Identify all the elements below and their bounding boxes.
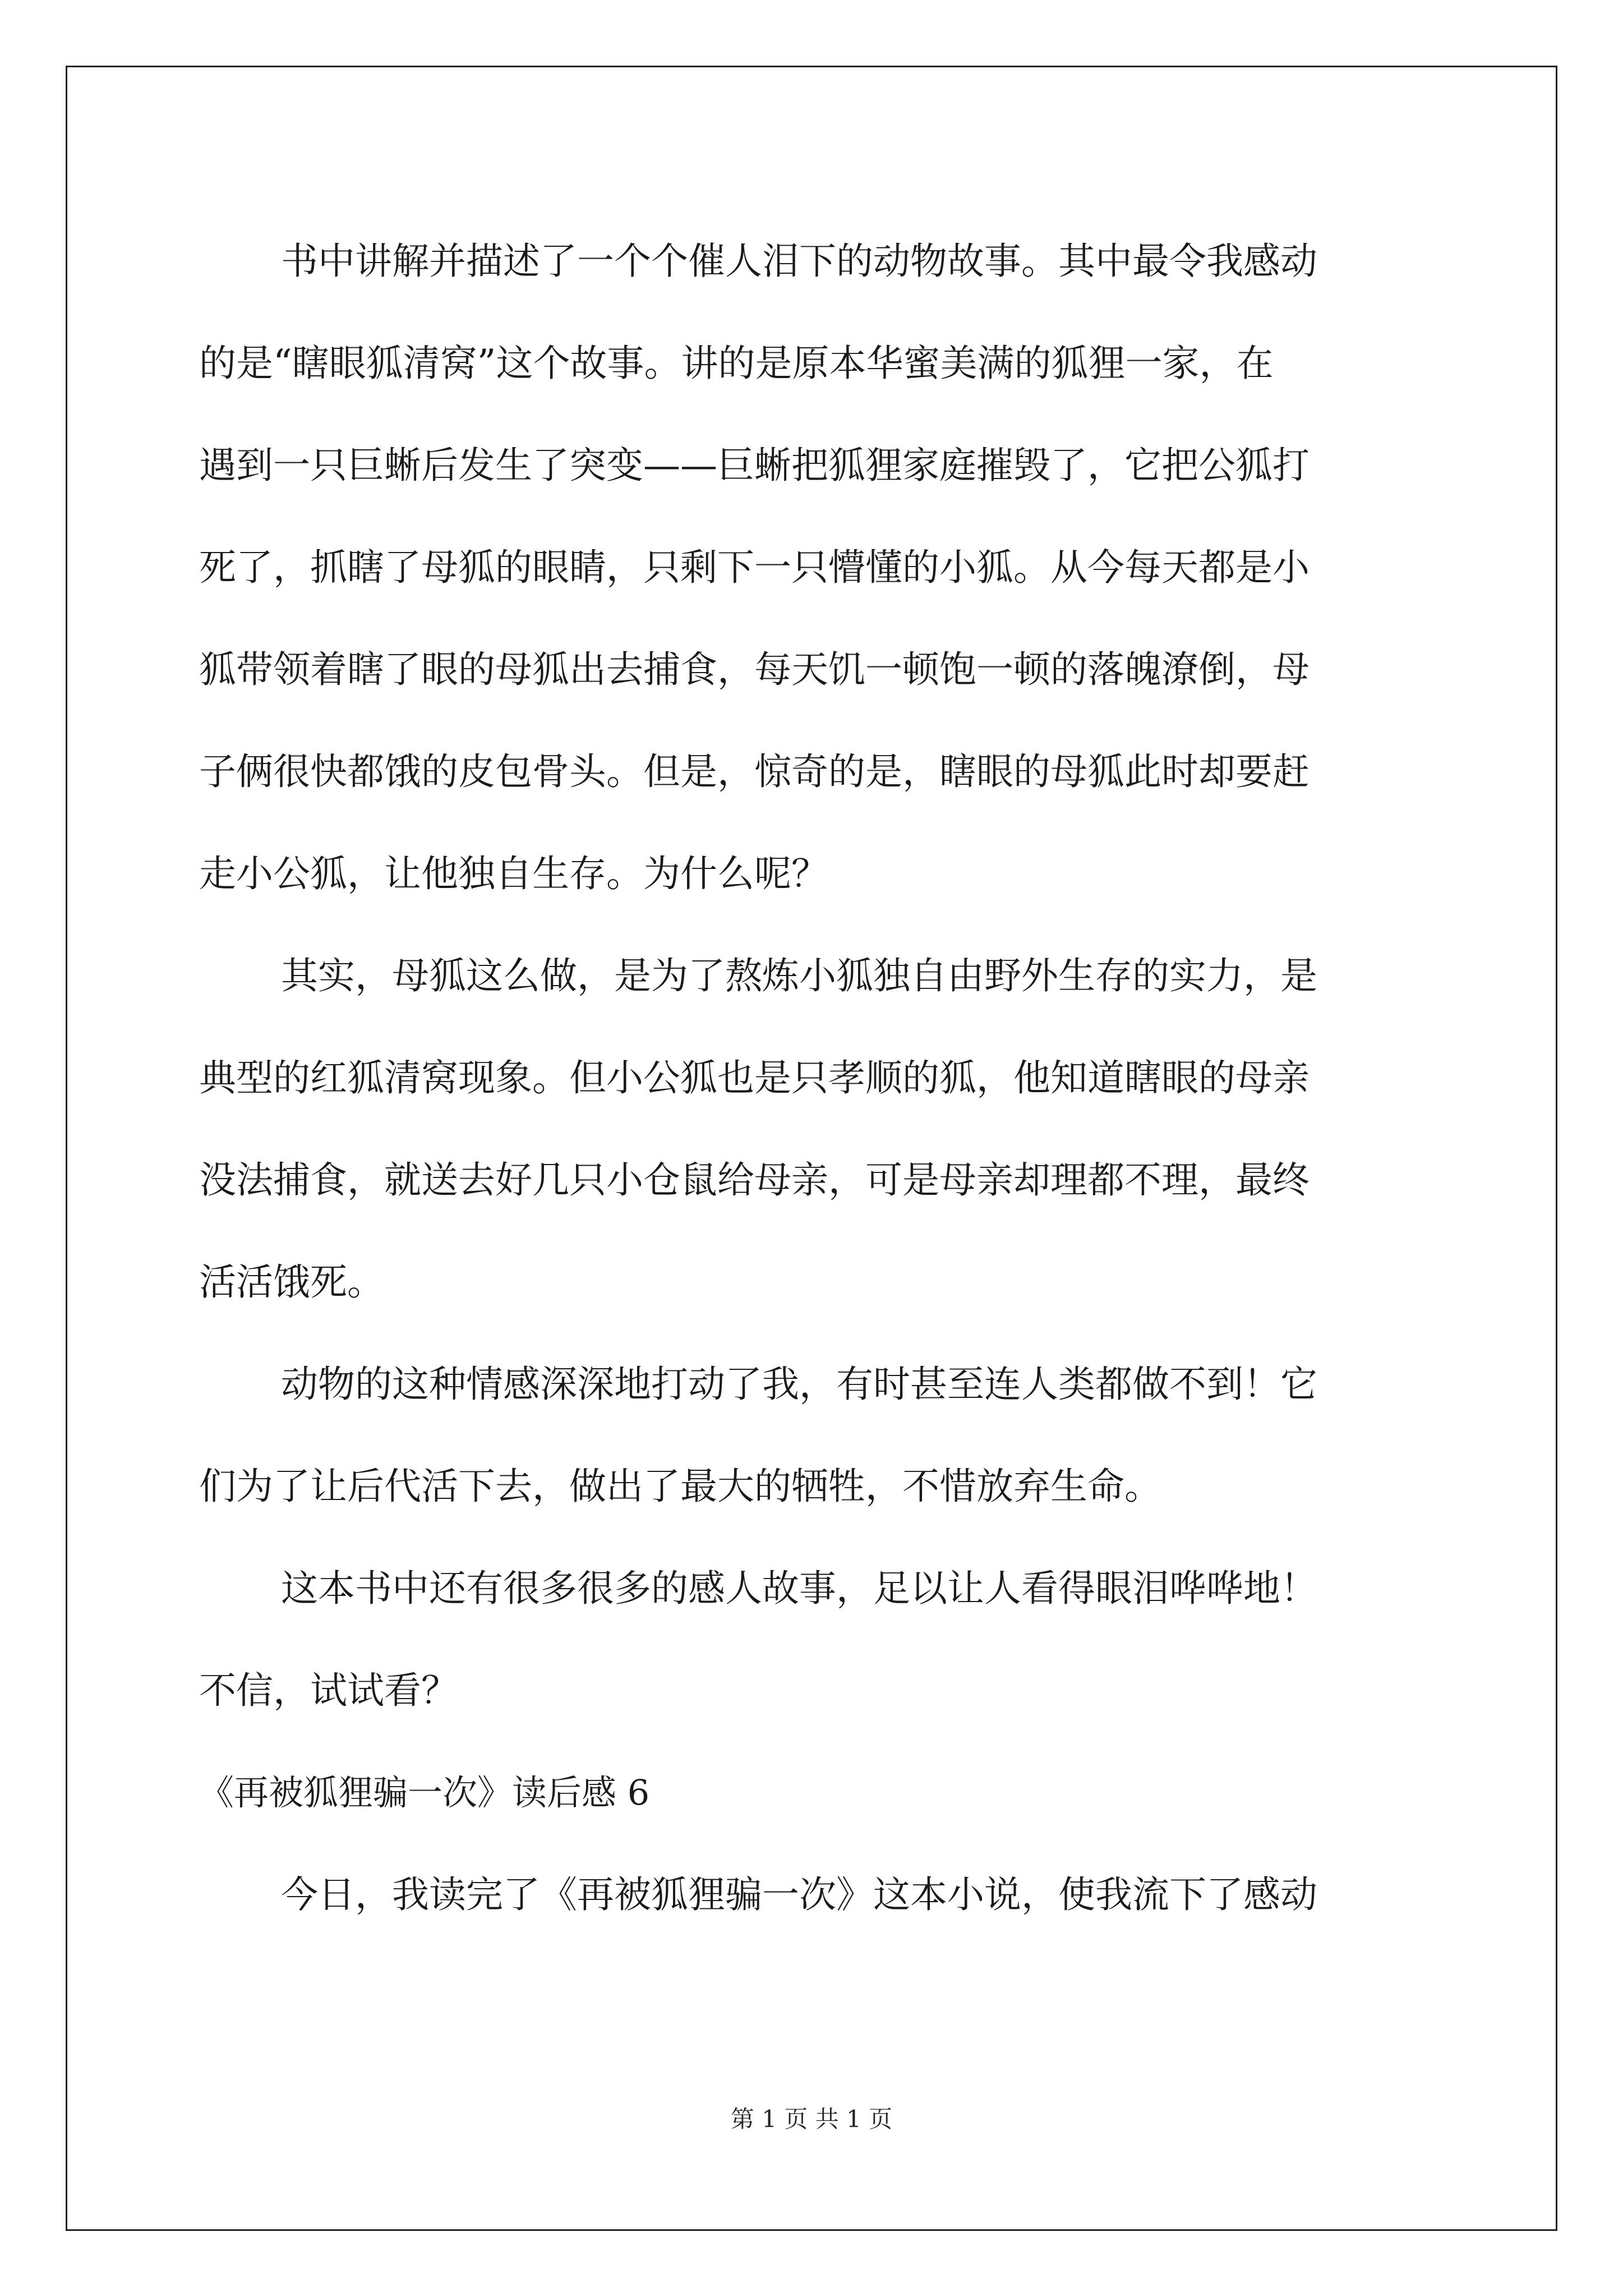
text-line: 不信，试试看？: [199, 1669, 458, 1712]
text-line: 活活饿死。: [199, 1260, 384, 1304]
text-line: 书中讲解并描述了一个个催人泪下的动物故事。其中最令我感动: [281, 240, 1317, 283]
text-line: 动物的这种情感深深地打动了我，有时甚至连人类都做不到！它: [281, 1363, 1317, 1406]
text-line: 典型的红狐清窝现象。但小公狐也是只孝顺的狐，他知道瞎眼的母亲: [199, 1056, 1310, 1099]
text-line: 这本书中还有很多很多的感人故事，足以让人看得眼泪哗哗地！: [281, 1567, 1317, 1610]
text-line: 走小公狐，让他独自生存。为什么呢？: [199, 852, 828, 895]
section-title: 《再被狐狸骗一次》读后感 6: [199, 1772, 650, 1813]
text-line: 死了，抓瞎了母狐的眼睛，只剩下一只懵懂的小狐。从今每天都是小: [199, 546, 1310, 589]
text-line: 的是“瞎眼狐清窝”这个故事。讲的是原本华蜜美满的狐狸一家，在: [199, 342, 1274, 385]
text-line: 其实，母狐这么做，是为了熬炼小狐独自由野外生存的实力，是: [281, 954, 1317, 997]
text-line: 们为了让后代活下去，做出了最大的牺牲，不惜放弃生命。: [199, 1465, 1161, 1508]
text-line: 没法捕食，就送去好几只小仓鼠给母亲，可是母亲却理都不理，最终: [199, 1158, 1310, 1202]
text-line: 狐带领着瞎了眼的母狐出去捕食，每天饥一顿饱一顿的落魄潦倒，母: [199, 648, 1310, 691]
document-body: [199, 210, 1433, 1946]
text-line: 今日，我读完了《再被狐狸骗一次》这本小说，使我流下了感动: [281, 1873, 1317, 1916]
text-line: 遇到一只巨蜥后发生了突变——巨蜥把狐狸家庭摧毁了，它把公狐打: [199, 444, 1310, 487]
text-line: 子俩很快都饿的皮包骨头。但是，惊奇的是，瞎眼的母狐此时却要赶: [199, 750, 1310, 793]
page-number-footer: 第 1 页 共 1 页: [730, 2105, 893, 2133]
